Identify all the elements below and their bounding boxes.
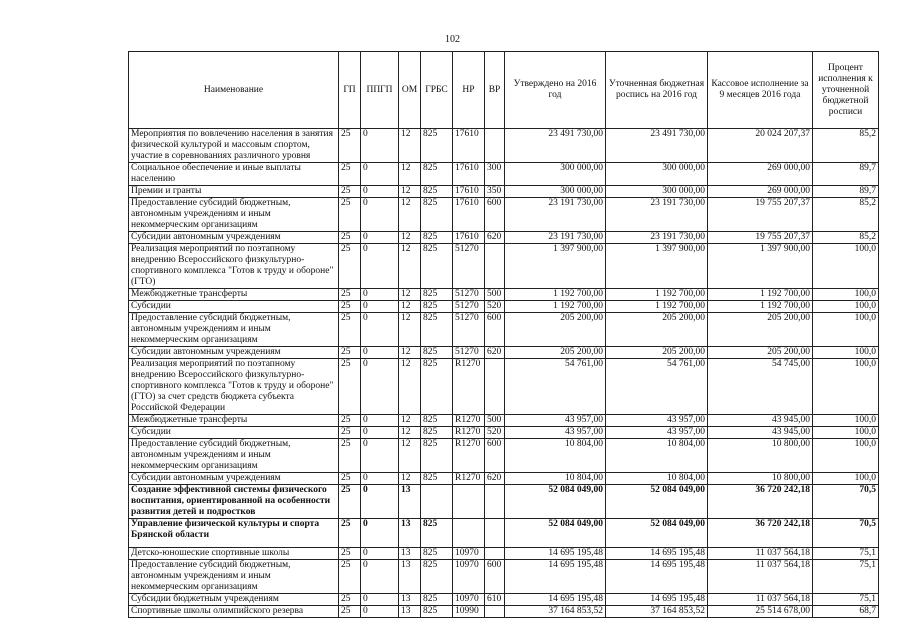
cell-vr: 620 bbox=[485, 232, 505, 244]
cell-ppgp: 0 bbox=[361, 301, 399, 313]
table-row bbox=[129, 560, 879, 594]
cell-om: 13 bbox=[399, 594, 421, 606]
page-number: 102 bbox=[445, 34, 460, 45]
cell-nr: 17610 bbox=[453, 198, 485, 232]
cell-approved: 300 000,00 bbox=[505, 186, 606, 198]
cell-ppgp: 0 bbox=[361, 606, 399, 618]
cell-vr: 600 bbox=[485, 560, 505, 594]
cell-vr bbox=[485, 359, 505, 415]
cell-vr: 600 bbox=[485, 198, 505, 232]
cell-percent: 85,2 bbox=[813, 129, 879, 163]
header-nr: НР bbox=[453, 52, 485, 129]
cell-grbs: 825 bbox=[421, 519, 453, 548]
cell-percent: 100,0 bbox=[813, 313, 879, 347]
cell-refined: 10 804,00 bbox=[606, 439, 708, 473]
cell-nr: 51270 bbox=[453, 347, 485, 359]
cell-name: Субсидии автономным учреждениям bbox=[129, 347, 339, 359]
cell-nr: 17610 bbox=[453, 129, 485, 163]
cell-refined: 14 695 195,48 bbox=[606, 560, 708, 594]
cell-refined: 14 695 195,48 bbox=[606, 548, 708, 560]
cell-percent: 89,7 bbox=[813, 163, 879, 186]
cell-refined: 300 000,00 bbox=[606, 163, 708, 186]
cell-grbs: 825 bbox=[421, 163, 453, 186]
cell-percent: 70,5 bbox=[813, 519, 879, 548]
table-row bbox=[129, 519, 879, 548]
cell-cash: 54 745,00 bbox=[708, 359, 813, 415]
cell-nr: 10970 bbox=[453, 594, 485, 606]
cell-refined: 300 000,00 bbox=[606, 186, 708, 198]
cell-refined: 14 695 195,48 bbox=[606, 594, 708, 606]
header-vr: ВР bbox=[485, 52, 505, 129]
cell-percent: 100,0 bbox=[813, 301, 879, 313]
cell-vr: 600 bbox=[485, 313, 505, 347]
cell-approved: 23 191 730,00 bbox=[505, 198, 606, 232]
cell-approved: 1 192 700,00 bbox=[505, 289, 606, 301]
cell-vr: 520 bbox=[485, 427, 505, 439]
header-ppgp: ППГП bbox=[361, 52, 399, 129]
cell-grbs: 825 bbox=[421, 244, 453, 289]
cell-nr: R1270 bbox=[453, 415, 485, 427]
cell-approved: 1 397 900,00 bbox=[505, 244, 606, 289]
cell-cash: 25 514 678,00 bbox=[708, 606, 813, 618]
cell-gp: 25 bbox=[339, 289, 361, 301]
cell-cash: 11 037 564,18 bbox=[708, 560, 813, 594]
cell-om: 12 bbox=[399, 163, 421, 186]
cell-ppgp: 0 bbox=[361, 232, 399, 244]
cell-refined: 23 191 730,00 bbox=[606, 198, 708, 232]
cell-om: 13 bbox=[399, 485, 421, 519]
cell-ppgp: 0 bbox=[361, 473, 399, 485]
cell-gp: 25 bbox=[339, 485, 361, 519]
cell-name: Спортивные школы олимпийского резерва bbox=[129, 606, 339, 618]
cell-approved: 300 000,00 bbox=[505, 163, 606, 186]
cell-nr: 51270 bbox=[453, 244, 485, 289]
cell-grbs: 825 bbox=[421, 289, 453, 301]
table-row bbox=[129, 415, 879, 427]
cell-vr: 620 bbox=[485, 347, 505, 359]
cell-nr: 10990 bbox=[453, 606, 485, 618]
cell-ppgp: 0 bbox=[361, 415, 399, 427]
cell-nr: R1270 bbox=[453, 359, 485, 415]
header-percent: Процент исполнения к уточненной бюджетной росписи bbox=[813, 52, 879, 129]
cell-approved: 14 695 195,48 bbox=[505, 560, 606, 594]
cell-grbs: 825 bbox=[421, 427, 453, 439]
cell-grbs: 825 bbox=[421, 415, 453, 427]
cell-cash: 1 192 700,00 bbox=[708, 301, 813, 313]
cell-grbs: 825 bbox=[421, 198, 453, 232]
cell-name: Управление физической культуры и спорта Брянской области bbox=[129, 519, 339, 548]
cell-grbs: 825 bbox=[421, 301, 453, 313]
cell-cash: 205 200,00 bbox=[708, 313, 813, 347]
cell-om: 13 bbox=[399, 560, 421, 594]
cell-grbs bbox=[421, 485, 453, 519]
cell-approved: 52 084 049,00 bbox=[505, 485, 606, 519]
cell-vr: 600 bbox=[485, 439, 505, 473]
table-row bbox=[129, 232, 879, 244]
cell-name: Социальное обеспечение и иные выплаты населению bbox=[129, 163, 339, 186]
cell-ppgp: 0 bbox=[361, 427, 399, 439]
cell-om: 12 bbox=[399, 232, 421, 244]
cell-percent: 100,0 bbox=[813, 439, 879, 473]
cell-grbs: 825 bbox=[421, 473, 453, 485]
cell-name: Субсидии автономным учреждениям bbox=[129, 232, 339, 244]
cell-grbs: 825 bbox=[421, 560, 453, 594]
cell-name: Реализация мероприятий по поэтапному внедрению Всероссийского физкультурно-спортивного комплекса "Готов к труду и обороне" (ГТО) bbox=[129, 244, 339, 289]
cell-grbs: 825 bbox=[421, 186, 453, 198]
cell-vr bbox=[485, 244, 505, 289]
cell-om: 12 bbox=[399, 359, 421, 415]
cell-nr: 51270 bbox=[453, 313, 485, 347]
table-body bbox=[129, 129, 879, 618]
cell-om: 12 bbox=[399, 301, 421, 313]
cell-vr bbox=[485, 485, 505, 519]
cell-percent: 100,0 bbox=[813, 359, 879, 415]
cell-refined: 43 957,00 bbox=[606, 415, 708, 427]
cell-ppgp: 0 bbox=[361, 347, 399, 359]
cell-vr: 350 bbox=[485, 186, 505, 198]
cell-grbs: 825 bbox=[421, 359, 453, 415]
cell-grbs: 825 bbox=[421, 232, 453, 244]
cell-gp: 25 bbox=[339, 198, 361, 232]
cell-approved: 43 957,00 bbox=[505, 415, 606, 427]
cell-refined: 23 491 730,00 bbox=[606, 129, 708, 163]
cell-name: Предоставление субсидий бюджетным, автономным учреждениям и иным некоммерческим организациям bbox=[129, 313, 339, 347]
cell-name: Субсидии бюджетным учреждениям bbox=[129, 594, 339, 606]
cell-vr bbox=[485, 548, 505, 560]
cell-ppgp: 0 bbox=[361, 359, 399, 415]
cell-percent: 100,0 bbox=[813, 473, 879, 485]
cell-nr: 17610 bbox=[453, 186, 485, 198]
cell-name: Межбюджетные трансферты bbox=[129, 415, 339, 427]
table-row bbox=[129, 485, 879, 519]
cell-gp: 25 bbox=[339, 186, 361, 198]
table-row bbox=[129, 186, 879, 198]
cell-gp: 25 bbox=[339, 519, 361, 548]
table-row bbox=[129, 594, 879, 606]
cell-cash: 43 945,00 bbox=[708, 427, 813, 439]
cell-name: Создание эффективной системы физического воспитания, ориентированной на особенности развития детей и подростков bbox=[129, 485, 339, 519]
cell-name: Субсидии bbox=[129, 301, 339, 313]
cell-nr: R1270 bbox=[453, 427, 485, 439]
cell-name: Предоставление субсидий бюджетным, автономным учреждениям и иным некоммерческим организациям bbox=[129, 198, 339, 232]
cell-cash: 1 397 900,00 bbox=[708, 244, 813, 289]
cell-nr: 17610 bbox=[453, 163, 485, 186]
cell-approved: 23 191 730,00 bbox=[505, 232, 606, 244]
cell-grbs: 825 bbox=[421, 606, 453, 618]
cell-approved: 10 804,00 bbox=[505, 439, 606, 473]
cell-om: 12 bbox=[399, 198, 421, 232]
table-row bbox=[129, 427, 879, 439]
cell-percent: 75,1 bbox=[813, 594, 879, 606]
cell-percent: 100,0 bbox=[813, 347, 879, 359]
cell-nr: 10970 bbox=[453, 560, 485, 594]
cell-refined: 54 761,00 bbox=[606, 359, 708, 415]
cell-approved: 14 695 195,48 bbox=[505, 548, 606, 560]
cell-refined: 52 084 049,00 bbox=[606, 485, 708, 519]
cell-percent: 68,7 bbox=[813, 606, 879, 618]
table-row bbox=[129, 198, 879, 232]
cell-om: 12 bbox=[399, 415, 421, 427]
cell-vr: 520 bbox=[485, 301, 505, 313]
header-grbs: ГРБС bbox=[421, 52, 453, 129]
cell-percent: 100,0 bbox=[813, 244, 879, 289]
cell-om: 12 bbox=[399, 427, 421, 439]
cell-om: 12 bbox=[399, 347, 421, 359]
table-row bbox=[129, 473, 879, 485]
table-row bbox=[129, 347, 879, 359]
cell-refined: 10 804,00 bbox=[606, 473, 708, 485]
cell-om: 12 bbox=[399, 289, 421, 301]
cell-percent: 100,0 bbox=[813, 427, 879, 439]
cell-nr bbox=[453, 485, 485, 519]
cell-name: Детско-юношеские спортивные школы bbox=[129, 548, 339, 560]
cell-ppgp: 0 bbox=[361, 186, 399, 198]
budget-table bbox=[128, 51, 879, 618]
cell-percent: 85,2 bbox=[813, 198, 879, 232]
header-approved: Утверждено на 2016 год bbox=[505, 52, 606, 129]
cell-refined: 1 397 900,00 bbox=[606, 244, 708, 289]
cell-vr: 500 bbox=[485, 415, 505, 427]
table-row bbox=[129, 313, 879, 347]
cell-gp: 25 bbox=[339, 560, 361, 594]
cell-name: Межбюджетные трансферты bbox=[129, 289, 339, 301]
cell-cash: 10 800,00 bbox=[708, 439, 813, 473]
cell-cash: 10 800,00 bbox=[708, 473, 813, 485]
cell-refined: 52 084 049,00 bbox=[606, 519, 708, 548]
header-cash: Кассовое исполнение за 9 месяцев 2016 года bbox=[708, 52, 813, 129]
table-row bbox=[129, 359, 879, 415]
cell-approved: 54 761,00 bbox=[505, 359, 606, 415]
cell-name: Субсидии bbox=[129, 427, 339, 439]
cell-om: 12 bbox=[399, 186, 421, 198]
cell-gp: 25 bbox=[339, 163, 361, 186]
cell-ppgp: 0 bbox=[361, 313, 399, 347]
cell-om: 12 bbox=[399, 439, 421, 473]
cell-approved: 10 804,00 bbox=[505, 473, 606, 485]
cell-approved: 52 084 049,00 bbox=[505, 519, 606, 548]
cell-approved: 205 200,00 bbox=[505, 347, 606, 359]
cell-gp: 25 bbox=[339, 415, 361, 427]
cell-grbs: 825 bbox=[421, 347, 453, 359]
cell-percent: 100,0 bbox=[813, 289, 879, 301]
cell-name: Субсидии автономным учреждениям bbox=[129, 473, 339, 485]
cell-gp: 25 bbox=[339, 473, 361, 485]
cell-vr: 610 bbox=[485, 594, 505, 606]
cell-gp: 25 bbox=[339, 427, 361, 439]
cell-gp: 25 bbox=[339, 594, 361, 606]
cell-approved: 23 491 730,00 bbox=[505, 129, 606, 163]
cell-om: 13 bbox=[399, 606, 421, 618]
cell-refined: 205 200,00 bbox=[606, 347, 708, 359]
cell-ppgp: 0 bbox=[361, 548, 399, 560]
cell-approved: 1 192 700,00 bbox=[505, 301, 606, 313]
cell-ppgp: 0 bbox=[361, 129, 399, 163]
cell-grbs: 825 bbox=[421, 439, 453, 473]
cell-om: 12 bbox=[399, 473, 421, 485]
header-row bbox=[129, 52, 879, 129]
cell-percent: 70,5 bbox=[813, 485, 879, 519]
cell-om: 13 bbox=[399, 548, 421, 560]
cell-nr: R1270 bbox=[453, 439, 485, 473]
cell-vr: 500 bbox=[485, 289, 505, 301]
cell-grbs: 825 bbox=[421, 129, 453, 163]
cell-approved: 14 695 195,48 bbox=[505, 594, 606, 606]
cell-om: 13 bbox=[399, 519, 421, 548]
table-row bbox=[129, 244, 879, 289]
cell-vr bbox=[485, 129, 505, 163]
cell-grbs: 825 bbox=[421, 548, 453, 560]
cell-cash: 20 024 207,37 bbox=[708, 129, 813, 163]
header-om: ОМ bbox=[399, 52, 421, 129]
cell-gp: 25 bbox=[339, 347, 361, 359]
cell-refined: 23 191 730,00 bbox=[606, 232, 708, 244]
cell-name: Премии и гранты bbox=[129, 186, 339, 198]
cell-refined: 37 164 853,52 bbox=[606, 606, 708, 618]
cell-ppgp: 0 bbox=[361, 439, 399, 473]
cell-om: 12 bbox=[399, 129, 421, 163]
cell-name: Предоставление субсидий бюджетным, автономным учреждениям и иным некоммерческим организациям bbox=[129, 560, 339, 594]
cell-ppgp: 0 bbox=[361, 594, 399, 606]
table-row bbox=[129, 129, 879, 163]
cell-ppgp: 0 bbox=[361, 198, 399, 232]
cell-percent: 89,7 bbox=[813, 186, 879, 198]
cell-nr bbox=[453, 519, 485, 548]
cell-grbs: 825 bbox=[421, 594, 453, 606]
cell-vr: 620 bbox=[485, 473, 505, 485]
cell-nr: R1270 bbox=[453, 473, 485, 485]
cell-percent: 75,1 bbox=[813, 560, 879, 594]
cell-name: Предоставление субсидий бюджетным, автономным учреждениям и иным некоммерческим организациям bbox=[129, 439, 339, 473]
cell-refined: 1 192 700,00 bbox=[606, 301, 708, 313]
cell-cash: 269 000,00 bbox=[708, 163, 813, 186]
cell-cash: 19 755 207,37 bbox=[708, 198, 813, 232]
cell-ppgp: 0 bbox=[361, 289, 399, 301]
cell-percent: 75,1 bbox=[813, 548, 879, 560]
header-refined: Уточненная бюджетная роспись на 2016 год bbox=[606, 52, 708, 129]
cell-cash: 205 200,00 bbox=[708, 347, 813, 359]
cell-refined: 43 957,00 bbox=[606, 427, 708, 439]
cell-cash: 36 720 242,18 bbox=[708, 485, 813, 519]
cell-approved: 37 164 853,52 bbox=[505, 606, 606, 618]
cell-gp: 25 bbox=[339, 548, 361, 560]
cell-percent: 100,0 bbox=[813, 415, 879, 427]
cell-gp: 25 bbox=[339, 359, 361, 415]
cell-vr bbox=[485, 519, 505, 548]
cell-ppgp: 0 bbox=[361, 244, 399, 289]
cell-gp: 25 bbox=[339, 129, 361, 163]
cell-gp: 25 bbox=[339, 606, 361, 618]
table-row bbox=[129, 301, 879, 313]
cell-approved: 205 200,00 bbox=[505, 313, 606, 347]
cell-nr: 17610 bbox=[453, 232, 485, 244]
cell-ppgp: 0 bbox=[361, 163, 399, 186]
cell-gp: 25 bbox=[339, 439, 361, 473]
cell-nr: 51270 bbox=[453, 301, 485, 313]
cell-cash: 19 755 207,37 bbox=[708, 232, 813, 244]
cell-refined: 1 192 700,00 bbox=[606, 289, 708, 301]
table-row bbox=[129, 439, 879, 473]
cell-percent: 85,2 bbox=[813, 232, 879, 244]
cell-ppgp: 0 bbox=[361, 519, 399, 548]
table-row bbox=[129, 289, 879, 301]
cell-name: Реализация мероприятий по поэтапному внедрению Всероссийского физкультурно-спортивного комплекса "Готов к труду и обороне" (ГТО) за счет средств бюджета субъекта Российской Федерации bbox=[129, 359, 339, 415]
cell-grbs: 825 bbox=[421, 313, 453, 347]
table-row bbox=[129, 606, 879, 618]
cell-cash: 36 720 242,18 bbox=[708, 519, 813, 548]
cell-ppgp: 0 bbox=[361, 560, 399, 594]
cell-gp: 25 bbox=[339, 301, 361, 313]
cell-vr bbox=[485, 606, 505, 618]
cell-gp: 25 bbox=[339, 313, 361, 347]
cell-nr: 51270 bbox=[453, 289, 485, 301]
table-row bbox=[129, 548, 879, 560]
cell-om: 12 bbox=[399, 244, 421, 289]
cell-cash: 11 037 564,18 bbox=[708, 548, 813, 560]
cell-nr: 10970 bbox=[453, 548, 485, 560]
cell-gp: 25 bbox=[339, 232, 361, 244]
cell-ppgp: 0 bbox=[361, 485, 399, 519]
cell-vr: 300 bbox=[485, 163, 505, 186]
cell-om: 12 bbox=[399, 313, 421, 347]
table-row bbox=[129, 163, 879, 186]
header-gp: ГП bbox=[339, 52, 361, 129]
cell-cash: 1 192 700,00 bbox=[708, 289, 813, 301]
cell-cash: 269 000,00 bbox=[708, 186, 813, 198]
cell-cash: 43 945,00 bbox=[708, 415, 813, 427]
cell-cash: 11 037 564,18 bbox=[708, 594, 813, 606]
cell-approved: 43 957,00 bbox=[505, 427, 606, 439]
header-name: Наименование bbox=[129, 52, 339, 129]
cell-name: Мероприятия по вовлечению населения в занятия физической культурой и массовым спортом, участие в соревнованиях различного уровня bbox=[129, 129, 339, 163]
cell-gp: 25 bbox=[339, 244, 361, 289]
cell-refined: 205 200,00 bbox=[606, 313, 708, 347]
